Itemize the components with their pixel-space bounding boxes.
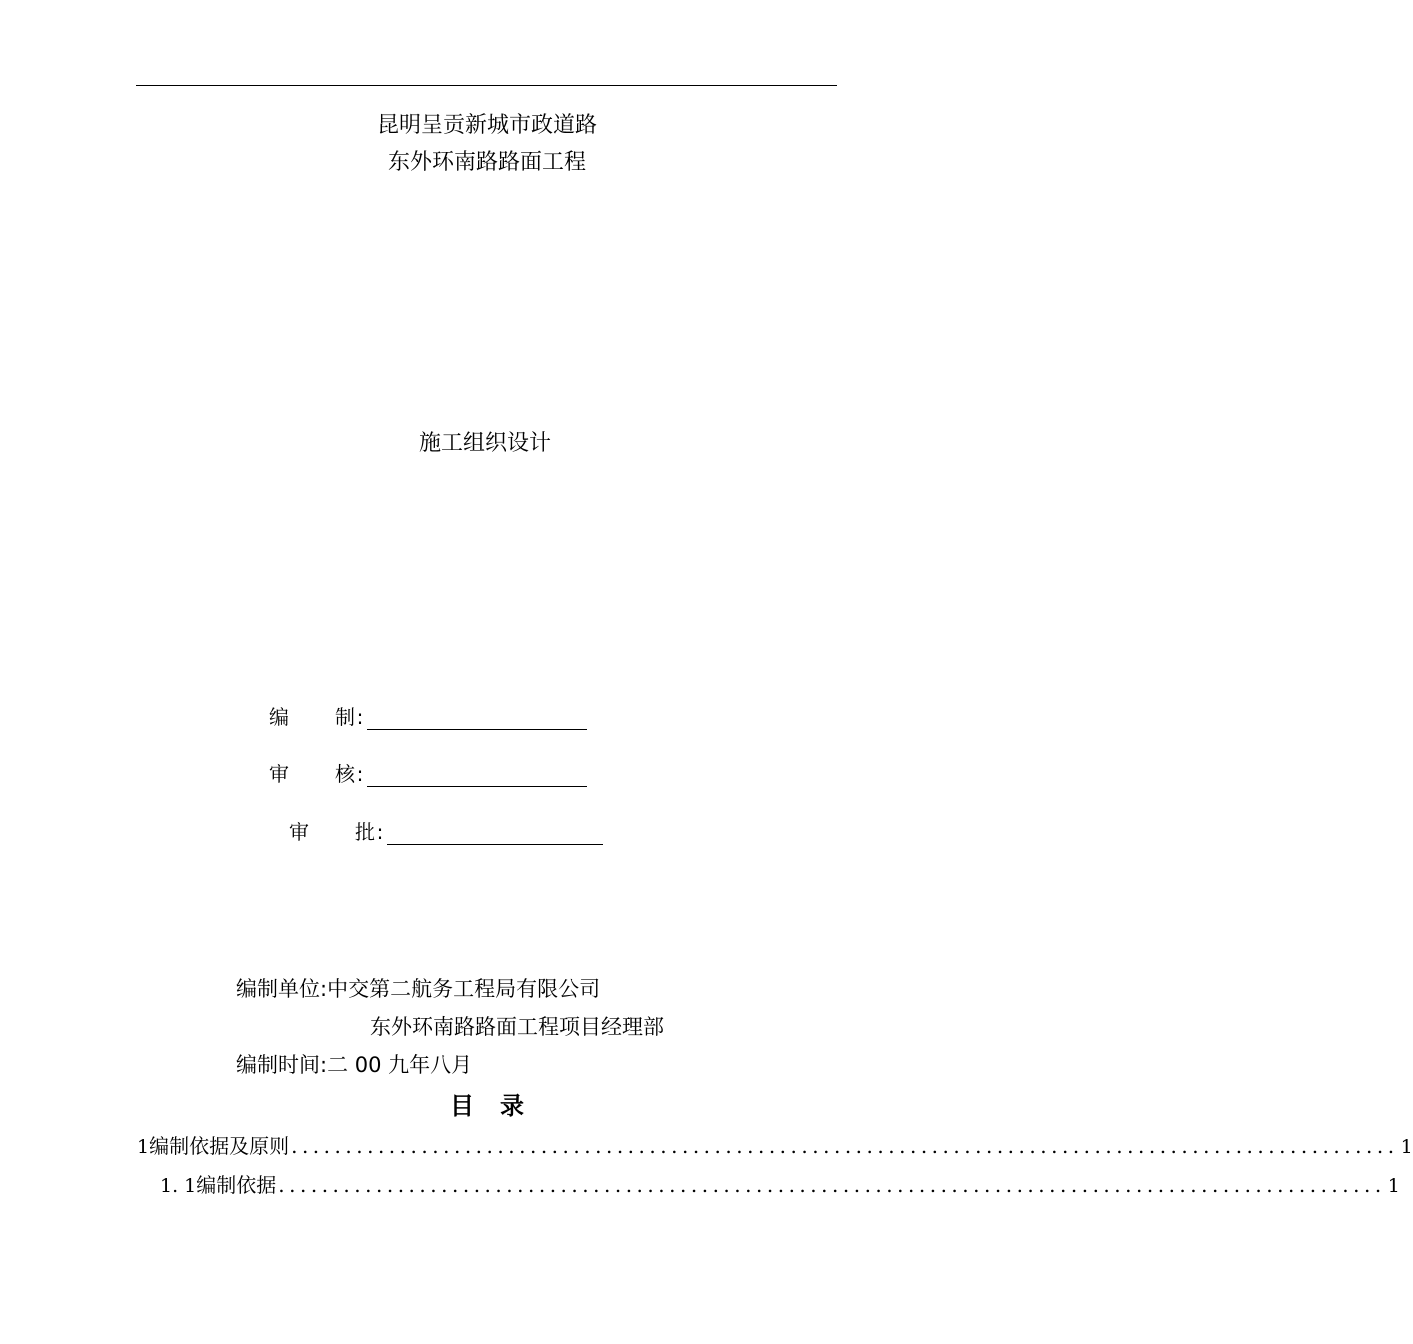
project-name-line-2: 东外环南路路面工程 bbox=[387, 150, 586, 175]
compiling-unit-department: 东外环南路路面工程项目经理部 bbox=[370, 1015, 664, 1039]
project-name-line-1: 昆明呈贡新城市政道路 bbox=[376, 113, 597, 138]
signature-blank-line[interactable] bbox=[387, 820, 603, 845]
signature-label-char: 核 bbox=[335, 762, 355, 786]
signature-colon: : bbox=[376, 820, 384, 844]
signature-row-reviewed-by bbox=[269, 761, 587, 787]
toc-heading-char: 录 bbox=[500, 1092, 524, 1120]
toc-heading bbox=[450, 1091, 524, 1121]
signature-label-char: 审 bbox=[269, 762, 289, 786]
compiling-date: 编制时间:二 00 九年八月 bbox=[236, 1053, 473, 1077]
signature-blank-line[interactable] bbox=[367, 705, 587, 730]
toc-heading-char: 目 bbox=[450, 1092, 474, 1120]
signature-label-char: 制 bbox=[335, 705, 355, 729]
toc-entry-page: 1 bbox=[1387, 1175, 1400, 1197]
signature-label-char: 批 bbox=[355, 820, 375, 844]
toc-entry-number: 1 bbox=[137, 1136, 150, 1158]
document-title: 施工组织设计 bbox=[418, 431, 551, 456]
toc-entry-label: 编制依据及原则 bbox=[149, 1134, 290, 1158]
toc-entry-label: 编制依据 bbox=[196, 1173, 277, 1197]
toc-dot-leader: ...................................................................................................... bbox=[291, 1134, 1399, 1158]
compiling-unit: 编制单位:中交第二航务工程局有限公司 bbox=[236, 977, 601, 1001]
signature-colon: : bbox=[356, 762, 364, 786]
signature-colon: : bbox=[356, 705, 364, 729]
toc-dot-leader: ...................................................................................................... bbox=[278, 1173, 1386, 1197]
signature-row-compiled-by bbox=[269, 704, 587, 730]
signature-label-char: 审 bbox=[289, 820, 309, 844]
header-rule bbox=[136, 85, 837, 86]
toc-entry-page: 1 bbox=[1400, 1136, 1413, 1158]
toc-entry-number: 1. 1 bbox=[160, 1175, 197, 1197]
signature-row-approved-by bbox=[289, 819, 603, 845]
signature-blank-line[interactable] bbox=[367, 762, 587, 787]
signature-label-char: 编 bbox=[269, 705, 289, 729]
toc-entry[interactable] bbox=[137, 1133, 1413, 1160]
toc-entry[interactable] bbox=[160, 1172, 1400, 1199]
